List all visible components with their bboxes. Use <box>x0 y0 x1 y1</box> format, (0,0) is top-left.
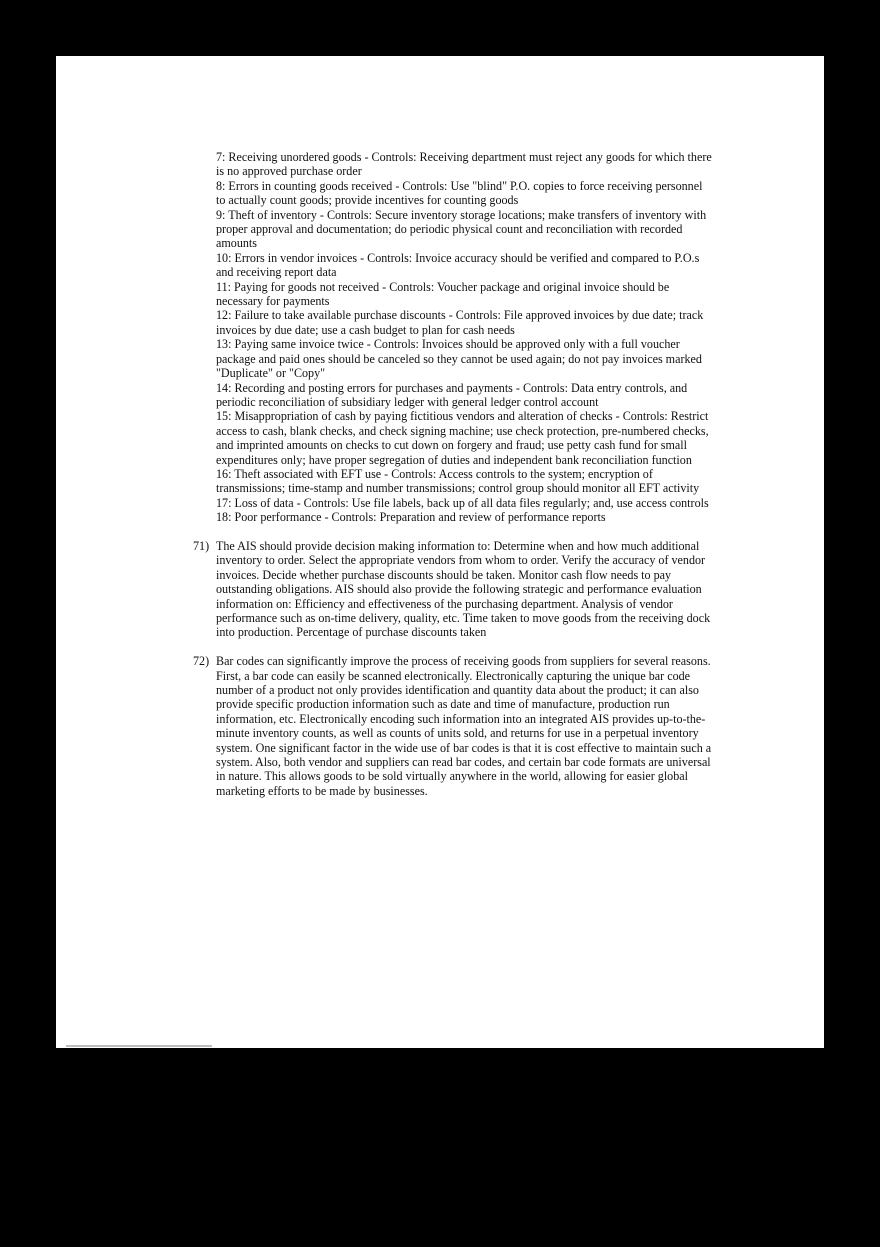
control-item-10: 10: Errors in vendor invoices - Controls: Invoice accuracy should be verified and compared to P.O.s and receiving report data <box>216 250 700 280</box>
footnote-separator <box>66 1045 212 1047</box>
control-item-9: 9: Theft of inventory - Controls: Secure inventory storage locations; make transfers of inventory with proper approval and documentation; do periodic physical count and reconciliation with recorded amounts <box>216 207 707 251</box>
control-item-15: 15: Misappropriation of cash by paying fictitious vendors and alteration of checks - Controls: Restrict access to cash, blank checks, and check signing machine; use check protection, pre-numbered checks, and imprinted amounts on checks to cut down on forgery and fraud; use petty cash fund for small expenditures only; have proper segregation of duties and independent bank reconciliation function <box>216 409 709 467</box>
control-item-17: 17: Loss of data - Controls: Use file labels, back up of all data files regularly; and, use access controls <box>216 495 709 510</box>
control-item-16: 16: Theft associated with EFT use - Controls: Access controls to the system; encryption of transmissions; time-stamp and number transmissions; control group should monitor all EFT activity <box>216 466 700 496</box>
answer-71 <box>193 538 712 640</box>
control-item-7: 7: Receiving unordered goods - Controls: Receiving department must reject any goods for which there is no approved purchase order <box>216 150 712 179</box>
answer-text: The AIS should provide decision making information to: Determine when and how much additional inventory to order. Select the appropriate vendors from whom to order. Verify the accuracy of vendor invoices. Decide whether purchase discounts should be taken. Monitor cash flow needs to pay outstanding obligations. AIS should also provide the following strategic and performance evaluation information on: Efficiency and effectiveness of the purchasing department. Analysis of vendor performance such as on-time delivery, quality, etc. Time taken to move goods from the receiving dock into production. Percentage of purchase discounts taken <box>216 538 711 640</box>
answer-number: 71) <box>193 538 210 553</box>
control-item-14: 14: Recording and posting errors for purchases and payments - Controls: Data entry controls, and periodic reconciliation of subsidiary ledger with general ledger control account <box>216 380 688 409</box>
controls-list <box>216 150 712 525</box>
control-item-12: 12: Failure to take available purchase discounts - Controls: File approved invoices by due date; track invoices by due date; use a cash budget to plan for cash needs <box>216 308 704 337</box>
answer-number: 72) <box>193 654 210 669</box>
control-item-8: 8: Errors in counting goods received - Controls: Use "blind" P.O. copies to force receiving personnel to actually count goods; provide incentives for counting goods <box>216 178 703 208</box>
page-content <box>193 150 712 798</box>
control-item-11: 11: Paying for goods not received - Controls: Voucher package and original invoice should be necessary for payments <box>216 279 670 309</box>
document-page <box>56 56 824 1048</box>
control-item-18: 18: Poor performance - Controls: Preparation and review of performance reports <box>216 510 606 525</box>
answer-text: Bar codes can significantly improve the process of receiving goods from suppliers for several reasons. First, a bar code can easily be scanned electronically. Electronically capturing the unique bar code number of a product not only provides identification and quantity data about the product; it can also provide specific production information such as date and time of manufacture, production run information, etc. Electronically encoding such information into an integrated AIS provides up-to-the-minute inventory counts, as well as counts of units sold, and returns for use in a perpetual inventory system. One significant factor in the wide use of bar codes is that it is cost effective to maintain such a system. Also, both vendor and suppliers can read bar codes, and certain bar code formats are universal in nature. This allows goods to be sold virtually anywhere in the world, allowing for easier global marketing efforts to be made by businesses. <box>216 654 712 798</box>
control-item-13: 13: Paying same invoice twice - Controls: Invoices should be approved only with a full voucher package and paid ones should be canceled so they cannot be used again; do not pay invoices marked "Duplicate" or "Copy" <box>216 337 702 381</box>
answer-72 <box>193 654 712 798</box>
